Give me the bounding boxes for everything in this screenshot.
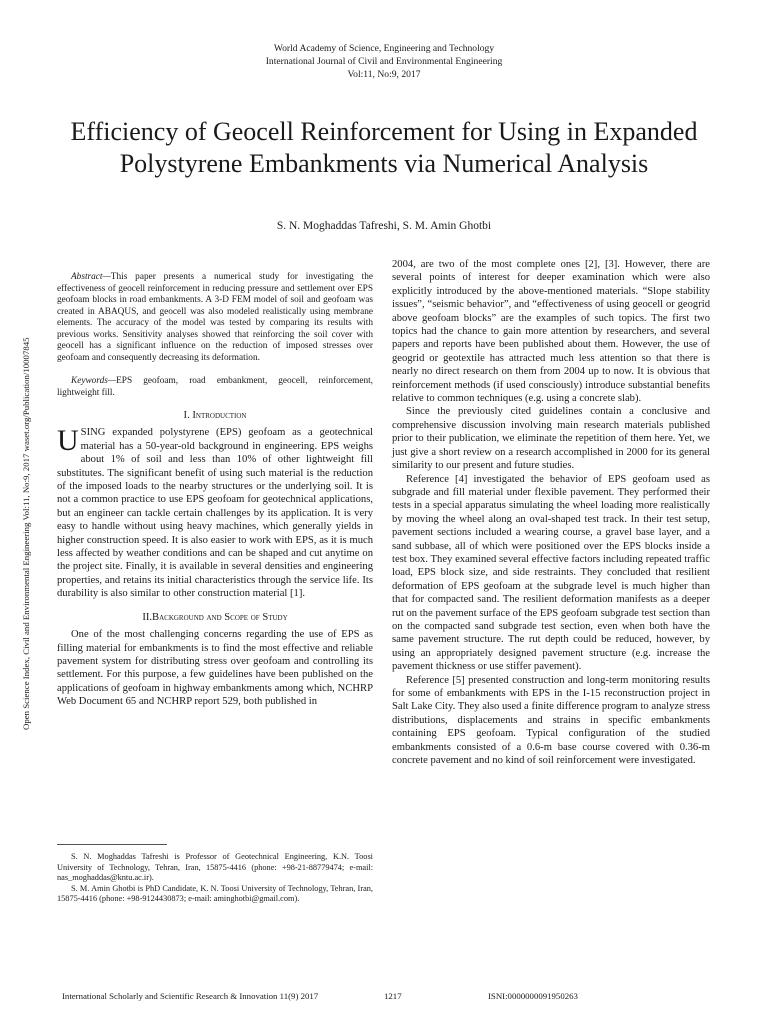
section-heading-background: II.Background and Scope of Study	[142, 611, 288, 623]
footnote-divider	[57, 844, 167, 845]
paper-authors: S. N. Moghaddas Tafreshi, S. M. Amin Ghotbi	[276, 220, 492, 232]
introduction-text: SING expanded polystyrene (EPS) geofoam as a geotechnical material has a 50-year-old background in engineering. EPS weighs about 1% of soil and less than 10% of other lightweight fill substitutes. The significant benefit of using such material is the reduction of the imposed loads to the nearby structures or the underlying soil. It is not a common practice to use EPS geofoam for geotechnical applications, but an engineer can tackle certain challenges by its application. It is very easy to handle without using heavy machines, which generally yields in higher construction speed. It is also easier to work with EPS, as it is much less affected by weather conditions and can be shaped and cut anytime on the project site. Finally, it is available in several densities and engineering properties, and retains its initial characteristics through the service life. Its durability is also similar to other construction material [1].	[57, 427, 373, 600]
drop-cap: U	[57, 424, 79, 458]
footnote-author-2: S. M. Amin Ghotbi is PhD Candidate, K. N. Toosi University of Technology, Tehran, Iran, 15875-4416 (phone: +98-9124430873; e-mail: aminghotbi@gmail.com).	[57, 883, 373, 904]
abstract-label: Abstract—	[71, 272, 111, 282]
abstract	[57, 272, 373, 364]
abstract-text: This paper presents a numerical study for investigating the effectiveness of geocell reinforcement in reducing pressure and settlement over EPS geofoam blocks in road embankments. A 3-D FEM model of soil and geofoam was created in ABAQUS, and geocell was also modeled realistically using membrane elements. The accuracy of the model was tested by comparing its results with previous works. Sensitivity analyses showed that reinforcing the soil cover with geocell has a significant influence on the reduction of imposed stresses over geofoam and consequently decreasing its deformation.	[57, 272, 373, 363]
footer-page-number: 1217	[384, 991, 402, 1001]
right-paragraph-2: Since the previously cited guidelines contain a conclusive and comprehensive discussion involving main research materials published prior to their publication, we eliminate the repetition of them here. Yet, we just give a short review on a research accomplished in 2000 for its general similarity to our present and future studies.	[392, 406, 710, 472]
left-column	[57, 272, 373, 709]
background-paragraph: One of the most challenging concerns regarding the use of EPS as filling material for embankments is to find the most effective and reliable pavement system for distributing stress over geofoam and controlling its settlement. For this purpose, a few guidelines have been published on the applications of geofoam in highway embankments among which, NCHRP Web Document 65 and NCHRP report 529, both published in	[57, 629, 373, 708]
footer-isni: ISNI:0000000091950263	[488, 991, 578, 1001]
footnote-author-1: S. N. Moghaddas Tafreshi is Professor of Geotechnical Engineering, K.N. Toosi University of Technology, Tehran, Iran, 15875-4416 (phone: +98-21-88779474; e-mail: nas_moghaddas@kntu.ac.ir).	[57, 852, 373, 883]
footer-publisher: International Scholarly and Scientific Research & Innovation 11(9) 2017	[62, 991, 319, 1001]
header-line-2: International Journal of Civil and Environmental Engineering	[265, 56, 503, 67]
header-line-3: Vol:11, No:9, 2017	[347, 69, 421, 80]
right-paragraph-3: Reference [4] investigated the behavior of EPS geofoam used as subgrade and fill material under flexible pavement. They performed their tests in a special apparatus simulating the wheel loading more realistically by moving the wheel along an oval-shaped test track. In their test setup, pavement sections included a wearing course, a gravel base layer, and a sand subbase, all of which were positioned over the EPS blocks inside a test box. They examined several effective factors including repeated traffic load, EPS block size, and side restraints. They concluded that resilient deformation of EPS geofoam at the subgrade level is much higher than that for compacted sand. The resilient deformation manifests as a deeper rut on the pavement surface of the EPS geofoam subgrade test section than on the compacted sand subgrade test section, even when both have the same pavement structure. The rut depth could be reduced, however, by using an appropriately designed pavement structure (e.g. increase the pavement thickness or use stiffer pavement).	[392, 473, 710, 673]
side-citation-text: Open Science Index, Civil and Environmental Engineering Vol:11, No:9, 2017 waset.org/Publication/10007845	[21, 337, 31, 730]
paper-title: Efficiency of Geocell Reinforcement for Using in Expanded Polystyrene Embankments via Numerical Analysis	[70, 117, 698, 178]
introduction-paragraph	[57, 426, 373, 600]
header-line-1: World Academy of Science, Engineering and Technology	[273, 43, 495, 54]
keywords-text: EPS geofoam, road embankment, geocell, reinforcement, lightweight fill.	[57, 376, 373, 398]
right-paragraph-4: Reference [5] presented construction and long-term monitoring results for some of embankments with EPS in the I-15 reconstruction project in Salt Lake City. They also used a finite difference program to analyze stress distributions, displacements and strains in specific embankments containing EPS geofoam. Typical configuration of the studied embankments consisted of a 0.6-m base course covered with 0.36-m concrete pavement and no kind of soil reinforcement were investigated.	[392, 674, 710, 767]
author-footnotes	[57, 852, 373, 905]
journal-header	[0, 42, 768, 81]
section-heading-introduction: I. Introduction	[183, 410, 247, 421]
right-column	[392, 258, 710, 767]
keywords-label: Keywords—	[71, 376, 117, 386]
side-citation	[21, 337, 31, 730]
right-paragraph-1: 2004, are two of the most complete ones [2], [3]. However, there are several points of interest for deeper examination which were also explicitly introduced by the above-mentioned materials. “Slope stability issues”, “seismic behavior”, and “effectiveness of using geocell or geogrid above geofoam blocks” are the examples of such topics. The first two topics had the chance to gain more attention by researchers, and several papers and reports have been published about them. However, the use of geogrid or geotextile has attracted much less attention so that there is nearly no direct research on them from 2004 up to now. It is obvious that reinforcement methods (if used consciously) introduce substantial benefits relative to common techniques (e.g. using a concrete slab).	[392, 259, 710, 405]
keywords	[57, 376, 373, 399]
